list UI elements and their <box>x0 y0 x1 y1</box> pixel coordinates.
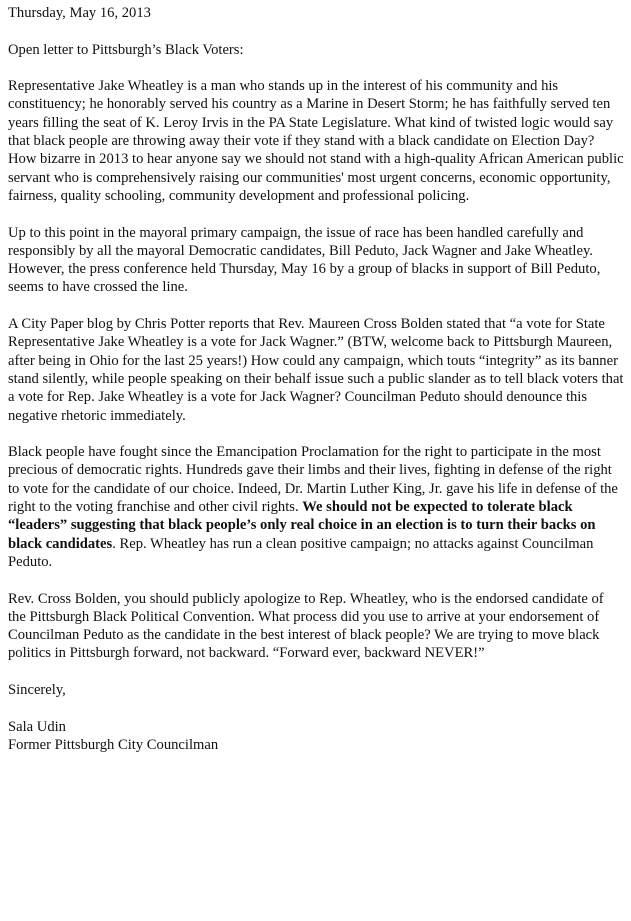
paragraph-5: Rev. Cross Bolden, you should publicly apologize to Rep. Wheatley, who is the endorsed candidate of the Pittsburgh Black Political Convention. What process did you use to arrive at your endorsement of Councilman Peduto as the candidate in the best interest of black people? We are trying to move black politics in Pittsburgh forward, not backward. “Forward ever, backward NEVER!” <box>8 590 604 662</box>
paragraph-3: A City Paper blog by Chris Potter reports that Rev. Maureen Cross Bolden stated that “a vote for State Representative Jake Wheatley is a vote for Jack Wagner.” (BTW, welcome back to Pittsburgh Maureen, after being in Ohio for the last 25 years!) How could any campaign, which touts “integrity” as its banner stand silently, while people speaking on their behalf issue such a public slander as to tell black voters that a vote for Rep. Jake Wheatley is a vote for Jack Wagner? Councilman Peduto should denounce this negative rhetoric immediately. <box>8 316 624 424</box>
paragraph-4-text: Black people have fought since the Emancipation Proclamation for the right to participate in the most precious of democratic rights. Hundreds gave their limbs and their lives, fighting in defense of the right to vote for the candidate of our choice. Indeed, Dr. Martin Luther King, Jr. gave his life in defense of the right to the voting franchise and other civil rights. <box>8 444 618 516</box>
letter-salutation: Open letter to Pittsburgh’s Black Voters: <box>8 41 244 58</box>
paragraph-2: Up to this point in the mayoral primary campaign, the issue of race has been handled carefully and responsibly by all the mayoral Democratic candidates, Bill Peduto, Jack Wagner and Jake Wheatley. However, the press conference held Thursday, May 16 by a group of blacks in support of Bill Peduto, seems to have crossed the line. <box>8 224 601 296</box>
signer-name: Sala Udin <box>8 718 66 735</box>
paragraph-4-bold-text: We should not be expected to tolerate black “leaders” suggesting that black people’s only real choice in an election is to turn their backs on black candidates <box>8 499 596 552</box>
paragraph-4-end-text: . Rep. Wheatley has run a clean positive campaign; no attacks against Councilman Peduto. <box>8 535 594 570</box>
signer-title: Former Pittsburgh City Councilman <box>8 736 219 753</box>
letter-date: Thursday, May 16, 2013 <box>8 5 151 21</box>
paragraph-1: Representative Jake Wheatley is a man who stands up in the interest of his community and his constituency; he honorably served his country as a Marine in Desert Storm; he has faithfully served ten years filling the seat of K. Leroy Irvis in the PA State Legislature. What kind of twisted logic would say that black people are throwing away their vote if they stand with a black candidate on Election Day? How bizarre in 2013 to hear anyone say we should not stand with a high-quality African American public servant who is comprehensively raising our communities' most urgent concerns, economic opportunity, fairness, quality schooling, community development and professional policing. <box>8 78 624 204</box>
letter-closing: Sincerely, <box>8 681 66 698</box>
paragraph-4 <box>8 443 625 571</box>
